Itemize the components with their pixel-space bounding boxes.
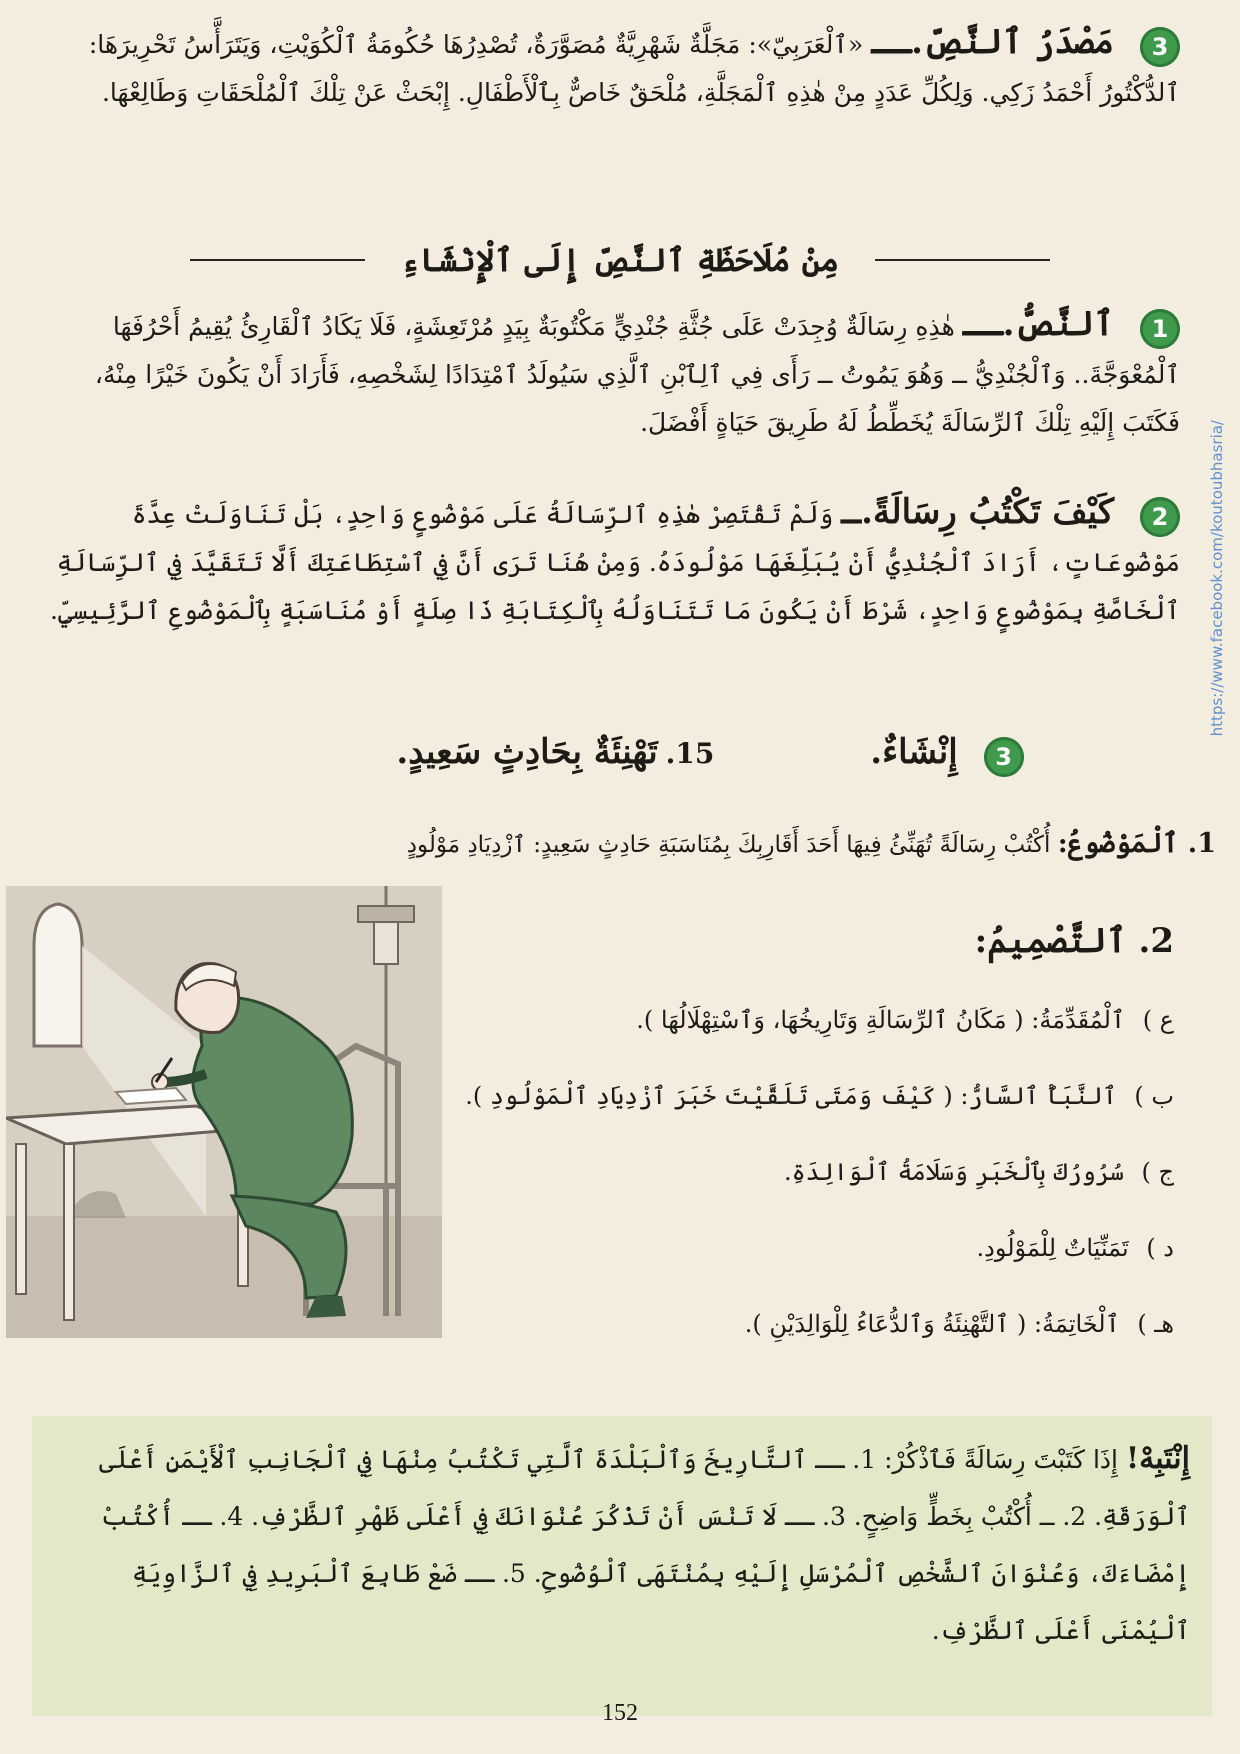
composition-heading [0,728,1240,779]
attention-heading: إِنْتَبِهْ! [1125,1441,1190,1476]
list-item [460,1149,1174,1195]
title-rule [190,259,365,261]
item-label: ٱلْخَاتِمَةُ: [1033,1310,1120,1338]
composition-label: إِنْشَاءٌ. [870,732,958,772]
item-label: ٱلْمُقَدِّمَةُ: [1031,1006,1126,1034]
how-to-write-paragraph [40,488,1180,635]
number-badge: 3 [984,737,1024,777]
number-badge: 1 [1140,309,1180,349]
section-title [190,232,1050,288]
topic-label: 1. ٱلْمَوْضُوعُ: [1057,828,1216,859]
item-label: ٱلنَّبَأُ ٱلسَّارُّ: [960,1082,1117,1110]
text-heading: ٱلنَّصُّ.ــ [962,304,1115,344]
number-badge: 3 [1140,27,1180,67]
list-item [460,1225,1174,1271]
section-title-text: مِنْ مُلَاحَظَةِ ٱلنَّصِّ إِلَى ٱلْإِنْشَاءِ [400,241,840,279]
item-text: ( مَكَانُ ٱلرِّسَالَةِ وَتَارِيخُهَا، وَٱسْتِهْلَالُهَا ). [636,1006,1024,1034]
plan-title: 2. ٱلتَّصْمِيمُ: [974,921,1174,961]
text-body: هٰذِهِ رِسَالَةٌ وُجِدَتْ عَلَى جُثَّةِ جُنْدِيٍّ مَكْتُوبَةٌ بِيَدٍ مُرْتَعِشَةٍ، فَلَا يَكَادُ ٱلْقَارِئُ يُقِيمُ أَحْرُفَهَا ٱلْمُعْوَجَّةَ.. وَٱلْجُنْدِيُّ ــ وَهُوَ يَمُوتُ ــ رَأَى فِي ٱلِٱبْنِ ٱلَّذِي سَيُولَدُ ٱمْتِدَادًا لِشَخْصِهِ، فَأَرَادَ أَنْ يَكُونَ خَيْرًا مِنْهُ، فَكَتَبَ إِلَيْهِ تِلْكَ ٱلرِّسَالَةَ يُخَطِّطُ لَهُ طَرِيقَ حَيَاةٍ أَفْضَلَ. [94,312,1180,437]
plan-list [460,997,1174,1347]
list-item [460,1301,1174,1347]
lesson-number: 15. [665,737,715,770]
topic-text: أُكْتُبْ رِسَالَةً تُهَنِّئُ فِيهَا أَحَدَ أَقَارِبِكَ بِمُنَاسَبَةِ حَادِثٍ سَعِيدٍ: ٱزْدِيَادِ مَوْلُودٍ [406,832,1051,858]
source-text: «ٱلْعَرَبِيّ»: مَجَلَّةٌ شَهْرِيَّةٌ مُصَوَّرَةٌ، تُصْدِرُهَا حُكُومَةُ ٱلْكُوَيْتِ، وَيَتَرَأَّسُ تَحْرِيرَهَا: ٱلدُّكْتُورُ أَحْمَدُ زَكِي. وَلِكُلِّ عَدَدٍ مِنْ هٰذِهِ ٱلْمَجَلَّةِ، مُلْحَقٌ خَاصٌّ بِٱلْأَطْفَالِ. إِبْحَثْ عَنْ تِلْكَ ٱلْمُلْحَقَاتِ وَطَالِعْهَا. [88,30,1180,107]
list-item [460,1073,1174,1119]
text-paragraph [40,300,1180,447]
how-to-write-body: وَلَمْ تَقْتَصِرْ هٰذِهِ ٱلرِّسَالَةُ عَلَى مَوْضُوعٍ وَاحِدٍ، بَلْ تَنَاوَلَتْ عِدَّةَ مَوْضُوعَاتٍ، أَرَادَ ٱلْجُنْدِيُّ أَنْ يُبَلِّغَهَا مَوْلُودَهُ. وَمِنْ هُنَا تَرَى أَنَّ فِي ٱسْتِطَاعَتِكَ أَلَّا تَتَقَيَّدَ فِي ٱلرِّسَالَةِ ٱلْخَاصَّةِ بِمَوْضُوعٍ وَاحِدٍ، شَرْطَ أَنْ يَكُونَ مَا تَتَنَاوَلُهُ بِٱلْكِتَابَةِ ذَا صِلَةٍ أَوْ مُنَاسَبَةٍ بِٱلْمَوْضُوعِ ٱلرَّئِيسِيِّ. [50,500,1180,625]
item-letter: د ) [1146,1234,1174,1262]
item-letter: ج ) [1141,1158,1174,1186]
item-letter: هـ ) [1137,1310,1174,1338]
title-rule [875,259,1050,261]
attention-text [32,1416,1212,1659]
source-heading: مَصْدَرُ ٱلنَّصِّ.ــ [871,22,1115,62]
attention-body: إِذَا كَتَبْتَ رِسَالَةً فَٱذْكُرْ: 1. ــ ٱلتَّارِيخَ وَٱلْبَلْدَةَ ٱلَّتِي تَكْتُبُ مِنْهَا فِي ٱلْجَانِبِ ٱلْأَيْمَنِ أَعْلَى ٱلْوَرَقَةِ. 2. ــ أُكْتُبْ بِخَطٍّ وَاضِحٍ. 3. ــ لَا تَنْسَ أَنْ تَذْكُرَ عُنْوَانَكَ فِي أَعْلَى ظَهْرِ ٱلظَّرْفِ. 4. ــ أُكْتُبْ إِمْضَاءَكَ، وَعُنْوَانَ ٱلشَّخْصِ ٱلْمُرْسَلِ إِلَيْهِ بِمُنْتَهَى ٱلْوُضُوحِ. 5. ــ ضَعْ طَابِعَ ٱلْبَرِيدِ فِي ٱلزَّاوِيَةِ ٱلْيُمْنَى أَعْلَى ٱلظَّرْفِ. [98,1445,1190,1645]
page-number: 152 [602,1700,638,1726]
topic-line [28,820,1216,869]
source-paragraph [40,18,1180,117]
plan-section [460,920,1174,1377]
item-text: ( ٱلتَّهْنِئَةُ وَٱلدُّعَاءُ لِلْوَالِدَيْنِ ). [744,1310,1027,1338]
item-letter: ب ) [1134,1082,1174,1110]
boy-writing-illustration [6,886,442,1338]
item-letter: ع ) [1142,1006,1174,1034]
item-text: تَمَنِّيَاتٌ لِلْمَوْلُودِ. [976,1234,1129,1262]
number-badge: 2 [1140,497,1180,537]
list-item [460,997,1174,1043]
side-link[interactable]: https://www.facebook.com/koutoubhasria/ [1208,420,1226,737]
attention-box [32,1416,1212,1716]
how-to-write-heading: كَيْفَ تَكْتُبُ رِسَالَةً.ــ [841,492,1115,532]
item-text: ( كَيْفَ وَمَتَى تَلَقَّيْتَ خَبَرَ ٱزْدِيَادِ ٱلْمَوْلُودِ ). [465,1082,953,1110]
item-text: سُرُورُكَ بِٱلْخَبَرِ وَسَلَامَةُ ٱلْوَالِدَةِ. [783,1158,1124,1186]
lesson-title: تَهْنِئَةٌ بِحَادِثٍ سَعِيدٍ. [396,732,658,772]
